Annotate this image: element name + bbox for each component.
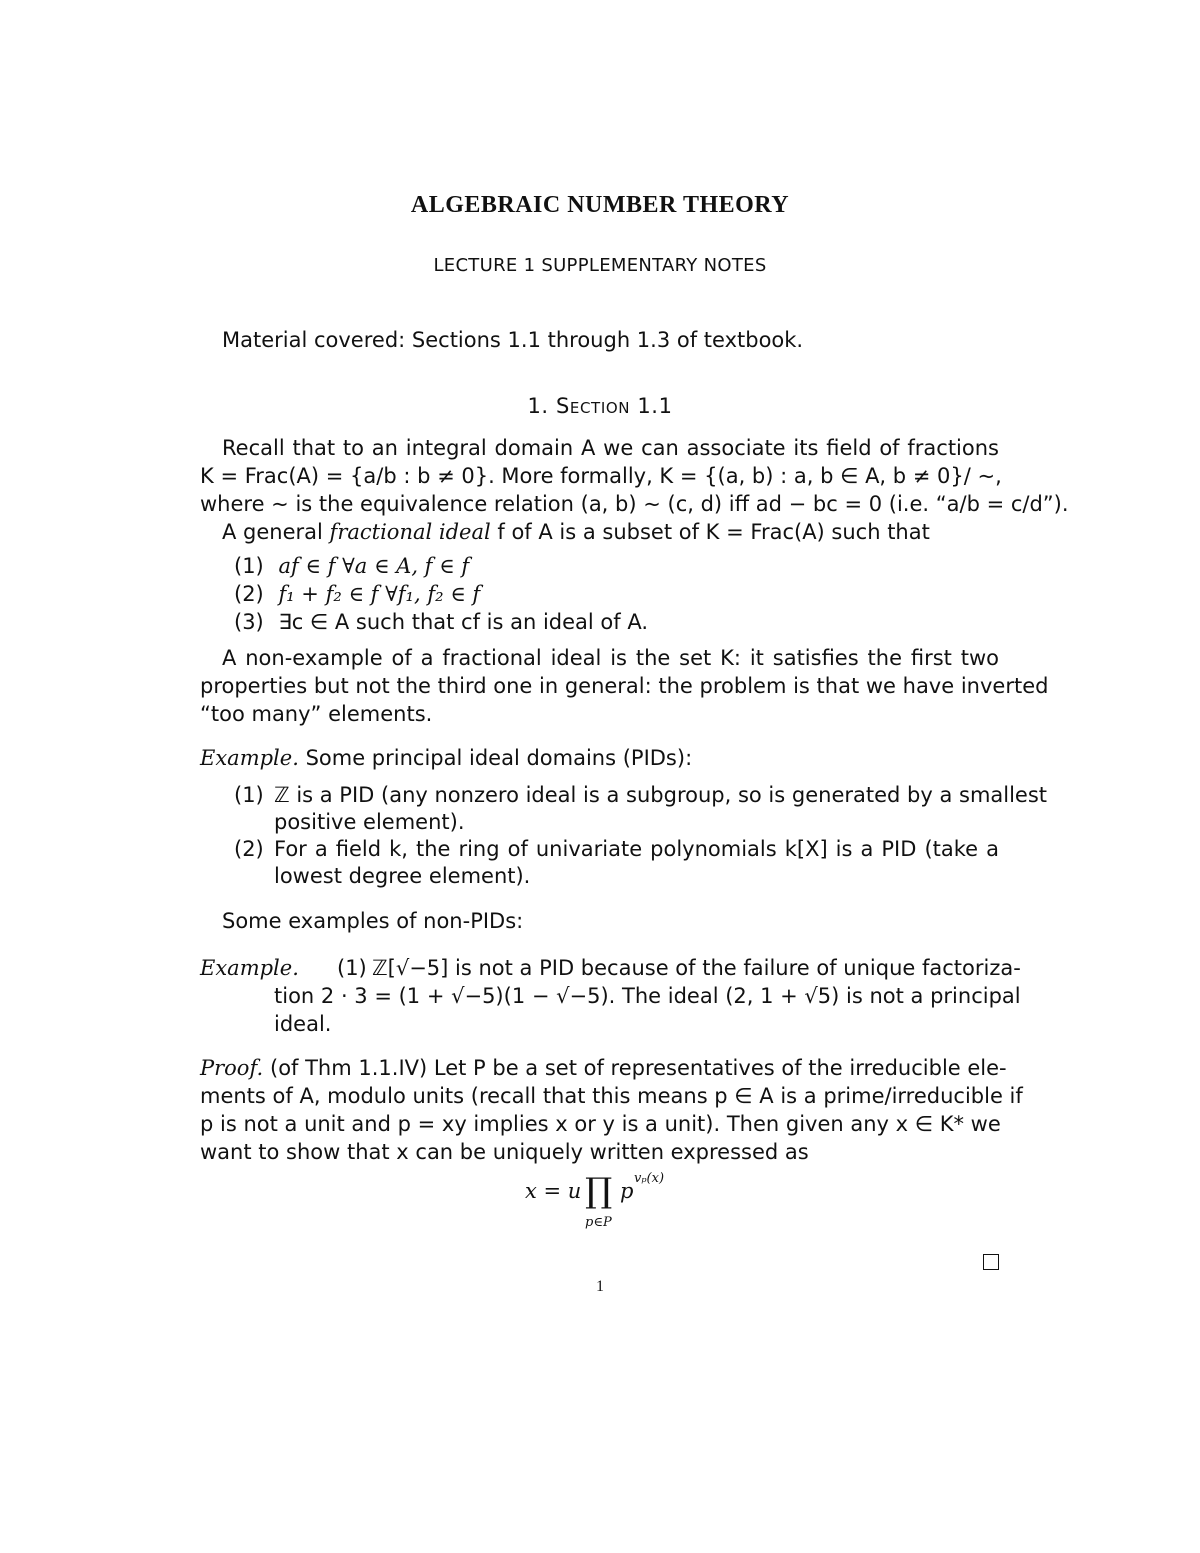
formula-subscript: p∈P [585,1215,612,1230]
example-nonpid-label [200,955,299,981]
non-example-line-2: properties but not the third one in general: the problem is that we have inverted [200,674,1049,698]
proof-label [200,1055,263,1081]
non-example-line-1: A non-example of a fractional ideal is the set K: it satisfies the first two [222,646,999,670]
example-pid-intro: Some principal ideal domains (PIDs): [305,746,693,770]
proof-line-4: want to show that x can be uniquely written expressed as [200,1140,809,1164]
product-formula [525,1171,685,1235]
pid-item-2-line-2: lowest degree element). [274,864,531,888]
proof-line-2: ments of A, modulo units (recall that this means p ∈ A is a prime/irreducible if [200,1084,1023,1108]
formula-base: p [620,1179,634,1203]
nonpid-line-1: ℤ[√−5] is not a PID because of the failure of unique factoriza- [372,956,1021,980]
recall-line-1: Recall that to an integral domain A we can associate its field of fractions [222,436,999,460]
section-heading [0,393,1200,419]
example-label: Example. [200,746,299,770]
condition-text: af ∈ f ∀a ∈ A, f ∈ f [278,554,470,578]
nonpid-line-3: ideal. [274,1012,332,1036]
condition-3 [234,609,648,635]
fractional-ideal-intro-pre: A general [222,520,323,544]
section-name: Section 1.1 [555,394,673,418]
formula-lhs: x = u [525,1179,582,1203]
formula-exponent: vₚ(x) [634,1171,665,1186]
product-symbol: ∏ [585,1171,613,1211]
pid-item-1-line-1: ℤ is a PID (any nonzero ideal is a subgroup, so is generated by a smallest [274,783,1048,807]
proof-label-text: Proof. [200,1056,264,1080]
example-label: Example. [200,956,299,980]
pid-item-1-line-2: positive element). [274,810,465,834]
nonpid-item-label: (1) [337,956,367,980]
pid-item-1-label: (1) [234,783,264,807]
recall-line-2: K = Frac(A) = {a/b : b ≠ 0}. More formally, K = {(a, b) : a, b ∈ A, b ≠ 0}/ ∼, [200,464,1002,488]
pid-item-2-label: (2) [234,837,264,861]
non-pids-intro: Some examples of non-PIDs: [222,909,524,933]
condition-2 [234,581,480,607]
material-covered: Material covered: Sections 1.1 through 1.3 of textbook. [222,328,804,352]
condition-text: f₁ + f₂ ∈ f ∀f₁, f₂ ∈ f [278,582,481,606]
proof-line-3: p is not a unit and p = xy implies x or y is a unit). Then given any x ∈ K* we [200,1112,1001,1136]
fractional-ideal-intro-post: f of A is a subset of K = Frac(A) such that [497,520,930,544]
nonpid-line-2: tion 2 · 3 = (1 + √−5)(1 − √−5). The ideal (2, 1 + √5) is not a principal [274,984,1021,1008]
condition-label: (2) [234,582,264,606]
example-pid-heading [200,745,692,771]
non-example-line-3: “too many” elements. [200,702,433,726]
proof-line-1: (of Thm 1.1.IV) Let P be a set of representatives of the irreducible ele- [270,1056,1007,1080]
condition-text: ∃c ∈ A such that cf is an ideal of A. [278,610,649,634]
condition-label: (3) [234,610,264,634]
fractional-ideal-term: fractional ideal [329,520,491,544]
condition-label: (1) [234,554,264,578]
document-title: ALGEBRAIC NUMBER THEORY [410,192,790,218]
fractional-ideal-intro [222,519,930,545]
page-number: 1 [596,1278,604,1295]
section-number: 1. [527,394,549,418]
recall-line-3: where ∼ is the equivalence relation (a, b) ∼ (c, d) iff ad − bc = 0 (i.e. “a/b = c/d”). [200,492,1069,516]
pid-item-2-line-1: For a field k, the ring of univariate polynomials k[X] is a PID (take a [274,837,999,861]
qed-square-icon [983,1254,999,1270]
document-subtitle: LECTURE 1 SUPPLEMENTARY NOTES [433,255,767,276]
condition-1 [234,553,469,579]
